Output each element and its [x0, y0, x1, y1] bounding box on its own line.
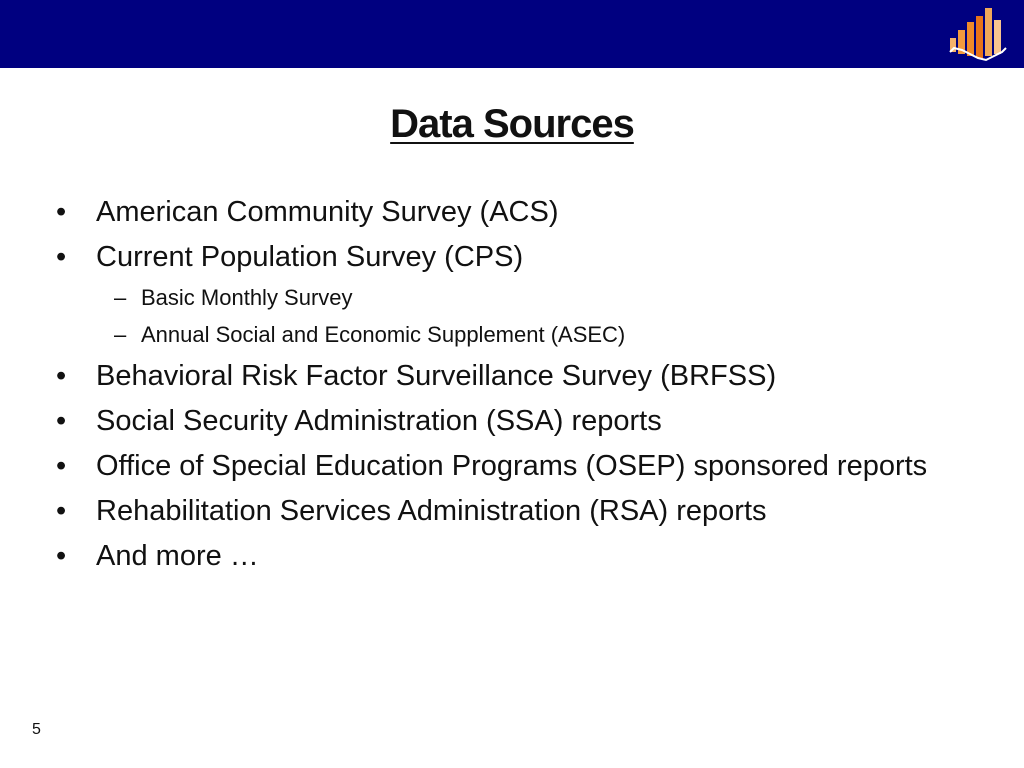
- list-item: [56, 403, 956, 440]
- list-item: [56, 538, 956, 575]
- logo-bar-3: [967, 22, 974, 56]
- list-item-text: Rehabilitation Services Administration (RSA) reports: [96, 495, 767, 527]
- slide-title: Data Sources: [390, 102, 634, 146]
- header-band: [0, 0, 1024, 68]
- bullet-list: [56, 194, 956, 583]
- list-item-text: Current Population Survey (CPS): [96, 241, 524, 273]
- sub-bullet-marker: –: [114, 285, 127, 310]
- bullet-marker: •: [56, 360, 67, 392]
- list-item: [56, 493, 956, 530]
- sub-list-item: [56, 284, 956, 312]
- bullet-marker: •: [56, 495, 67, 527]
- bullet-marker: •: [56, 196, 67, 228]
- list-item: [56, 448, 956, 485]
- page-number: 5: [32, 721, 41, 738]
- sub-bullet-marker: –: [114, 322, 127, 347]
- logo-bar-4: [976, 16, 983, 58]
- list-item-text: And more …: [96, 540, 259, 572]
- sub-list-item: [56, 321, 956, 349]
- list-item: [56, 358, 956, 395]
- list-item-text: American Community Survey (ACS): [96, 196, 559, 228]
- logo-bar-5: [985, 8, 992, 56]
- list-item: [56, 239, 956, 276]
- bullet-marker: •: [56, 241, 67, 273]
- list-item-text: Office of Special Education Programs (OSEP) sponsored reports: [96, 450, 928, 482]
- bullet-marker: •: [56, 450, 67, 482]
- list-item-text: Behavioral Risk Factor Surveillance Survey (BRFSS): [96, 360, 777, 392]
- list-item-text: Social Security Administration (SSA) reports: [96, 405, 662, 437]
- sub-list-item-text: Annual Social and Economic Supplement (ASEC): [141, 322, 626, 347]
- sub-list-item-text: Basic Monthly Survey: [141, 285, 353, 310]
- list-item: [56, 194, 956, 231]
- logo-bar-6: [994, 20, 1001, 54]
- bar-chart-logo-icon: [948, 4, 1010, 64]
- bullet-marker: •: [56, 540, 67, 572]
- bullet-marker: •: [56, 405, 67, 437]
